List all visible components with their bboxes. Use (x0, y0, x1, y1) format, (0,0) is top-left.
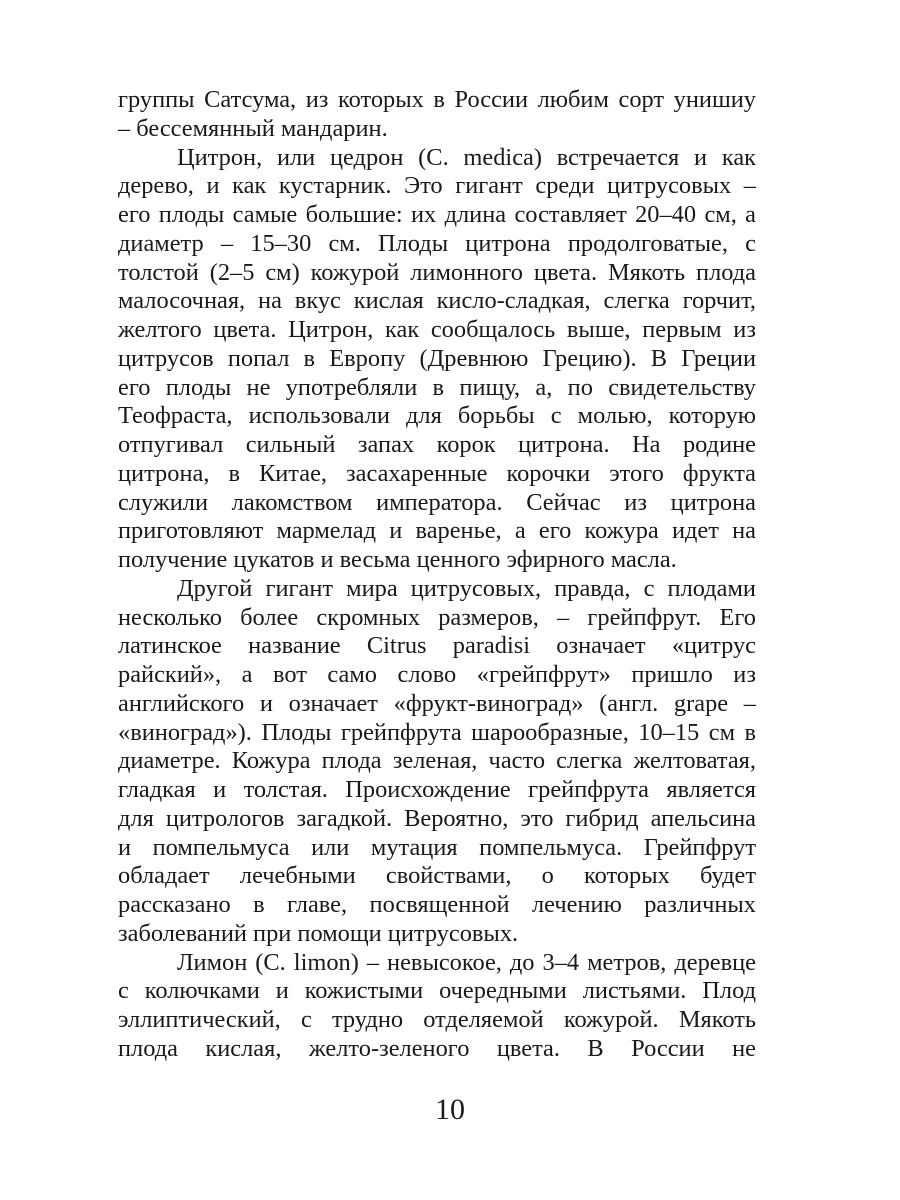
text-line: Цитрон, или цедрон (C. medica) встречается и как (177, 143, 756, 171)
text-line: Теофраста, использовали для борьбы с молью, которую (118, 402, 756, 430)
body-text (118, 86, 756, 1064)
text-line: для цитрологов загадкой. Вероятно, это гибрид апельсина (118, 804, 756, 832)
text-line: приготовляют мармелад и варенье, а его кожура идет на (118, 517, 756, 545)
text-line: Другой гигант мира цитрусовых, правда, с плодами (177, 574, 756, 602)
text-line: английского и означает «фрукт-виноград» (англ. grape – (118, 689, 756, 717)
text-line: Лимон (C. limon) – невысокое, до 3–4 метров, деревце (177, 948, 756, 976)
text-line: рассказано в главе, посвященной лечению различных (118, 891, 756, 918)
text-line: его плоды не употребляли в пищу, а, по свидетельству (118, 373, 756, 401)
text-line: «виноград»). Плоды грейпфрута шарообразные, 10–15 см в (118, 718, 756, 746)
text-line: группы Сатсума, из которых в России любим сорт унишиу (118, 86, 756, 113)
text-line: обладает лечебными свойствами, о которых будет (118, 862, 756, 890)
text-line: толстой (2–5 см) кожурой лимонного цвета. Мякоть плода (118, 258, 756, 286)
text-line: – бессемянный мандарин. (118, 114, 388, 142)
text-line: дерево, и как кустарник. Это гигант среди цитрусовых – (118, 172, 756, 200)
text-line: отпугивал сильный запах корок цитрона. На родине (118, 431, 756, 458)
text-line: цитрусов попал в Европу (Древнюю Грецию). В Греции (118, 344, 756, 372)
text-line: райский», а вот само слово «грейпфрут» пришло из (118, 661, 756, 688)
text-line: заболеваний при помощи цитрусовых. (118, 919, 519, 947)
text-line: диаметре. Кожура плода зеленая, часто слегка желтоватая, (118, 747, 756, 775)
text-line: несколько более скромных размеров, – грейпфрут. Его (118, 603, 756, 631)
text-line: и помпельмуса или мутация помпельмуса. Грейпфрут (118, 833, 756, 861)
text-line: латинское название Citrus paradisi означает «цитрус (118, 632, 756, 660)
text-line: гладкая и толстая. Происхождение грейпфрута является (118, 776, 756, 803)
text-line: диаметр – 15–30 см. Плоды цитрона продолговатые, с (118, 229, 756, 257)
text-line: плода кислая, желто-зеленого цвета. В России не (118, 1034, 756, 1062)
text-line: его плоды самые большие: их длина составляет 20–40 см, а (118, 201, 756, 228)
text-line: эллиптический, с трудно отделяемой кожурой. Мякоть (118, 1006, 756, 1033)
text-line: служили лакомством императора. Сейчас из цитрона (118, 488, 756, 516)
text-line: малосочная, на вкус кислая кисло-сладкая, слегка горчит, (118, 287, 756, 315)
page-number: 10 (435, 1093, 465, 1126)
text-line: желтого цвета. Цитрон, как сообщалось выше, первым из (118, 316, 756, 343)
text-line: с колючками и кожистыми очередными листьями. Плод (118, 977, 756, 1005)
text-line: получение цукатов и весьма ценного эфирного масла. (118, 546, 677, 573)
text-line: цитрона, в Китае, засахаренные корочки этого фрукта (118, 459, 756, 487)
